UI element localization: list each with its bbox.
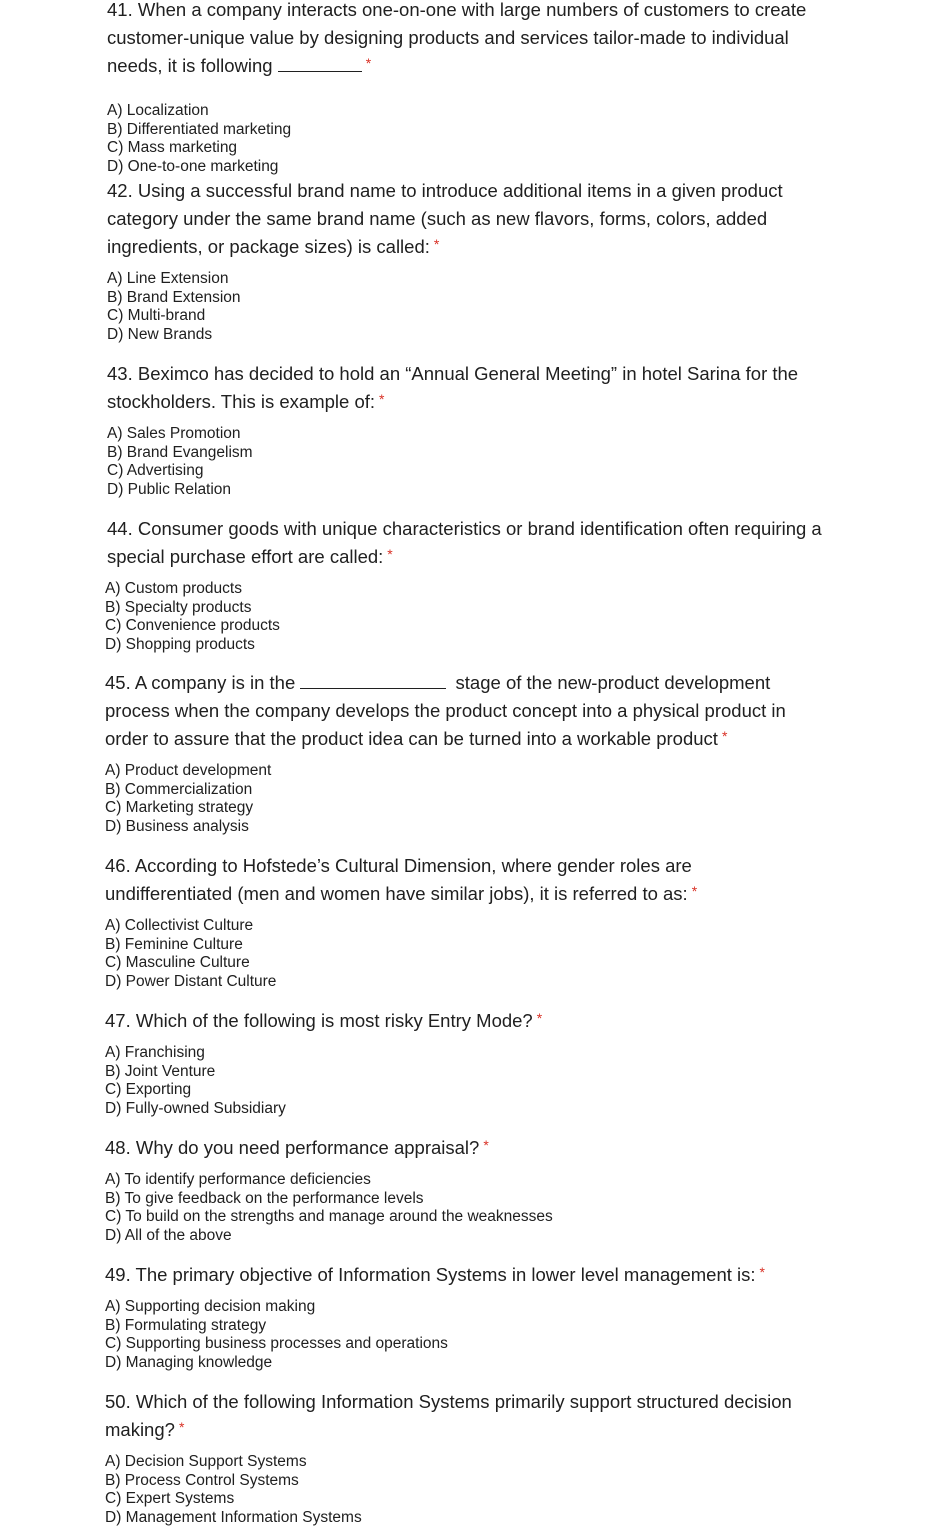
option-c[interactable]: C) Mass marketing <box>107 139 238 157</box>
option-a[interactable]: A) Product development <box>105 762 272 779</box>
option-list <box>105 1298 865 1373</box>
option-d[interactable]: D) Shopping products <box>105 636 255 654</box>
option-a[interactable]: A) Decision Support Systems <box>105 1453 307 1470</box>
question-text <box>107 0 837 81</box>
option-b[interactable]: B) Formulating strategy <box>105 1316 267 1334</box>
option-list <box>105 1044 835 1119</box>
option-c[interactable]: C) Supporting business processes and operations <box>105 1335 448 1353</box>
option-c[interactable]: C) Multi-brand <box>107 307 206 325</box>
option-c[interactable]: C) Expert Systems <box>105 1490 235 1508</box>
option-b[interactable]: B) To give feedback on the performance levels <box>105 1189 424 1207</box>
option-d[interactable]: D) Power Distant Culture <box>105 973 277 991</box>
required-asterisk: * <box>387 546 393 562</box>
option-d[interactable]: D) Business analysis <box>105 818 249 836</box>
question-text <box>105 1388 835 1445</box>
option-d[interactable]: D) Public Relation <box>107 481 232 499</box>
question-text <box>107 177 807 262</box>
option-d[interactable]: D) All of the above <box>105 1227 232 1245</box>
option-c[interactable]: C) To build on the strengths and manage around the weaknesses <box>105 1208 553 1226</box>
question-text <box>105 669 815 754</box>
question-text <box>105 852 735 909</box>
required-asterisk: * <box>433 236 440 252</box>
required-asterisk: * <box>721 728 728 744</box>
option-a[interactable]: A) Franchising <box>105 1044 205 1061</box>
required-asterisk: * <box>483 1137 489 1153</box>
question-text-part: stage of the new-product development process when the company develops the product concept into a physical product in order to assure that the product idea can be turned into a workable product <box>105 672 786 749</box>
option-a[interactable]: A) Supporting decision making <box>105 1298 316 1315</box>
option-b[interactable]: B) Brand Evangelism <box>107 443 253 461</box>
option-c[interactable]: C) Marketing strategy <box>105 799 254 817</box>
question-text-content: 42. Using a successful brand name to introduce additional items in a given product category under the same brand name (such as new flavors, forms, colors, added ingredients, or package sizes) is called: <box>107 180 783 257</box>
question-text <box>105 1261 865 1290</box>
option-list <box>107 102 837 177</box>
required-asterisk: * <box>379 391 385 407</box>
option-d[interactable]: D) Fully-owned Subsidiary <box>105 1100 286 1118</box>
required-asterisk: * <box>365 55 372 71</box>
option-a[interactable]: A) Sales Promotion <box>107 425 241 442</box>
option-c[interactable]: C) Convenience products <box>105 617 280 635</box>
question-text-content: 48. Why do you need performance appraisal? <box>105 1137 480 1158</box>
question-49 <box>105 1261 865 1373</box>
option-b[interactable]: B) Joint Venture <box>105 1062 216 1080</box>
option-a[interactable]: A) Collectivist Culture <box>105 917 254 934</box>
option-list <box>105 580 837 655</box>
question-text-content: 46. According to Hofstede’s Cultural Dimension, where gender roles are undifferentiated (men and women have similar jobs), it is referred to as: <box>105 855 692 904</box>
answer-blank <box>300 672 446 689</box>
option-d[interactable]: D) Management Information Systems <box>105 1509 362 1527</box>
question-text-content: 50. Which of the following Information Systems primarily support structured decision making? <box>105 1391 792 1440</box>
option-b[interactable]: B) Commercialization <box>105 780 253 798</box>
option-a[interactable]: A) Line Extension <box>107 270 229 287</box>
option-c[interactable]: C) Advertising <box>107 462 204 480</box>
option-b[interactable]: B) Feminine Culture <box>105 935 243 953</box>
question-text <box>105 1007 835 1036</box>
question-43 <box>107 360 837 500</box>
option-list <box>107 425 837 500</box>
question-text-content: 49. The primary objective of Information Systems in lower level management is: <box>105 1264 756 1285</box>
question-text <box>107 360 837 417</box>
question-48 <box>105 1134 835 1246</box>
question-46 <box>105 852 735 992</box>
question-text-content: 47. Which of the following is most risky Entry Mode? <box>105 1010 533 1031</box>
option-list <box>105 1171 835 1246</box>
required-asterisk: * <box>178 1419 185 1435</box>
option-d[interactable]: D) New Brands <box>107 326 213 344</box>
question-50 <box>105 1388 835 1528</box>
option-d[interactable]: D) Managing knowledge <box>105 1354 273 1372</box>
option-list <box>105 762 815 837</box>
option-b[interactable]: B) Brand Extension <box>107 288 241 306</box>
option-list <box>105 917 735 992</box>
option-b[interactable]: B) Process Control Systems <box>105 1471 299 1489</box>
required-asterisk: * <box>536 1010 543 1026</box>
required-asterisk: * <box>691 883 698 899</box>
question-text-part: 41. When a company interacts one-on-one with large numbers of customers to create customer-unique value by designing products and services tailor-made to individual needs, it is following <box>107 0 807 76</box>
option-c[interactable]: C) Masculine Culture <box>105 954 250 972</box>
required-asterisk: * <box>759 1264 765 1280</box>
option-a[interactable]: A) To identify performance deficiencies <box>105 1171 371 1188</box>
question-text-content: 44. Consumer goods with unique characteristics or brand identification often requiring a special purchase effort are called: <box>107 518 822 567</box>
option-a[interactable]: A) Custom products <box>105 580 242 597</box>
option-c[interactable]: C) Exporting <box>105 1081 192 1099</box>
question-text-part: 45. A company is in the <box>105 672 301 693</box>
question-41 <box>107 0 837 177</box>
question-text-content: 43. Beximco has decided to hold an “Annual General Meeting” in hotel Sarina for the stockholders. This is example of: <box>107 363 799 412</box>
option-b[interactable]: B) Differentiated marketing <box>107 120 292 138</box>
option-list <box>107 270 807 345</box>
option-a[interactable]: A) Localization <box>107 102 209 119</box>
question-45 <box>105 669 815 837</box>
question-text <box>107 515 837 572</box>
answer-blank <box>278 55 362 72</box>
option-b[interactable]: B) Specialty products <box>105 598 252 616</box>
option-list <box>105 1453 835 1528</box>
question-44 <box>107 515 837 655</box>
question-47 <box>105 1007 835 1119</box>
option-d[interactable]: D) One-to-one marketing <box>107 158 279 176</box>
question-42 <box>107 177 807 345</box>
question-text <box>105 1134 835 1163</box>
